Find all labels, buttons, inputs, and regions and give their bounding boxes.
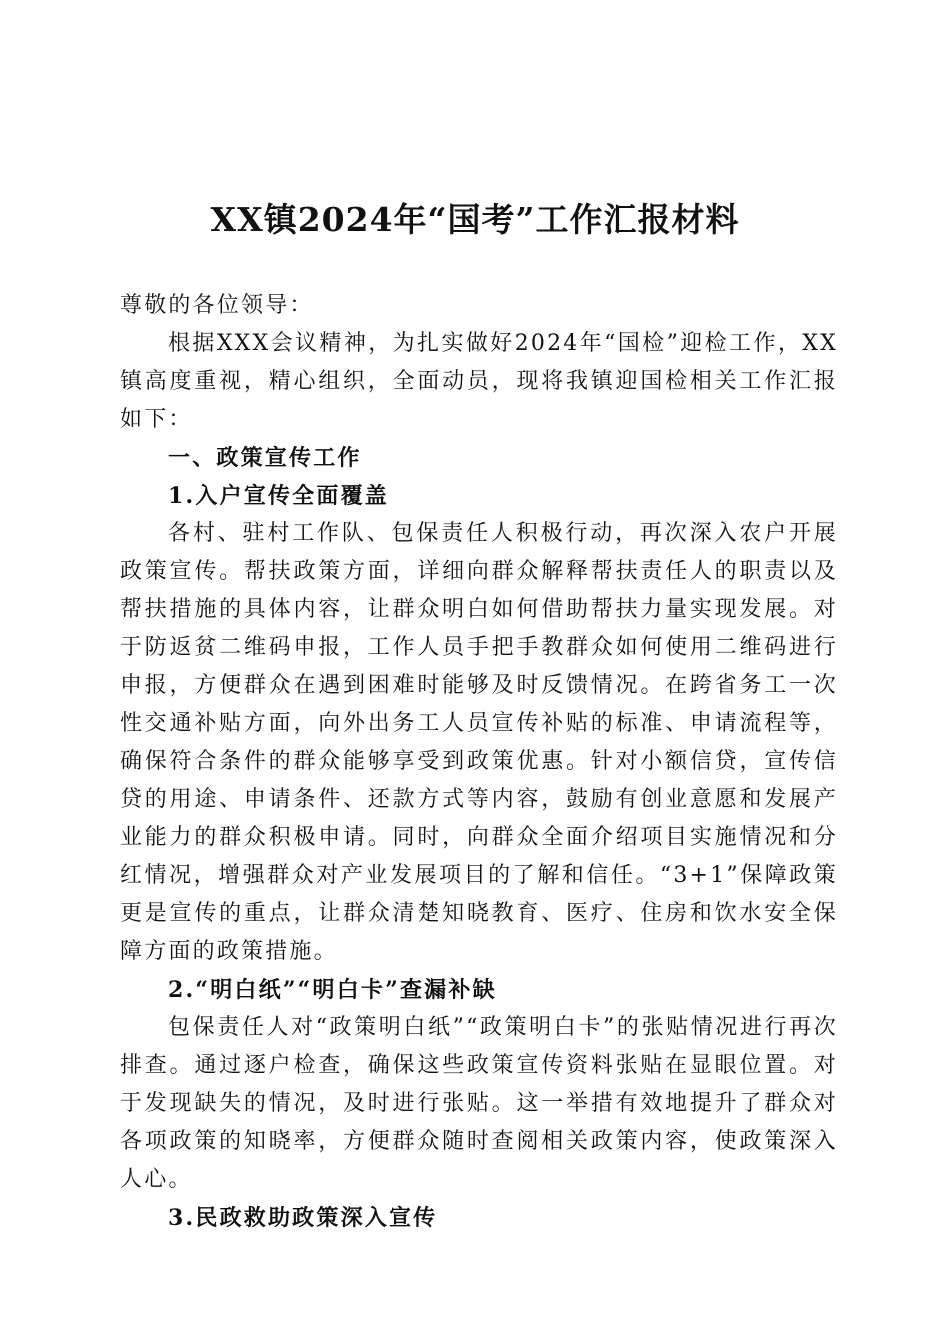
section-heading-1: 一、政策宣传工作 bbox=[168, 445, 362, 471]
subsection-body-1: 各村、驻村工作队、包保责任人积极行动，再次深入农户开展政策宣传。帮扶政策方面，详细向群众解释帮扶责任人的职责以及帮扶措施的具体内容，让群众明白如何借助帮扶力量实现发展。对于防返贫二维码申报，工作人员手把手教群众如何使用二维码进行申报，方便群众在遇到困难时能够及时反馈情况。在跨省务工一次性交通补贴方面，向外出务工人员宣传补贴的标准、申请流程等，确保符合条件的群众能够享受到政策优惠。针对小额信贷，宣传信贷的用途、申请条件、还款方式等内容，鼓励有创业意愿和发展产业能力的群众积极申请。同时，向群众全面介绍项目实施情况和分红情况，增强群众对产业发展项目的了解和信任。“3+1”保障政策更是宣传的重点，让群众清楚知晓教育、医疗、住房和饮水安全保障方面的政策措施。 bbox=[120, 521, 838, 964]
subsection-body-2: 包保责任人对“政策明白纸”“政策明白卡”的张贴情况进行再次排查。通过逐户检查，确保这些政策宣传资料张贴在显眼位置。对于发现缺失的情况，及时进行张贴。这一举措有效地提升了群众对各项政策的知晓率，方便群众随时查阅相关政策内容，使政策深入人心。 bbox=[120, 1015, 838, 1192]
document-title: XX镇2024年“国考”工作汇报材料 bbox=[210, 200, 740, 239]
subsection-heading-3: 3.民政救助政策深入宣传 bbox=[168, 1205, 438, 1231]
subsection-heading-1: 1.入户宣传全面覆盖 bbox=[168, 483, 389, 509]
salutation: 尊敬的各位领导： bbox=[120, 293, 314, 318]
subsection-heading-2: 2.“明白纸”“明白卡”查漏补缺 bbox=[168, 977, 497, 1003]
intro-paragraph: 根据XXX会议精神，为扎实做好2024年“国检”迎检工作，XX镇高度重视，精心组织，全面动员，现将我镇迎国检相关工作汇报如下： bbox=[120, 331, 838, 432]
document-body bbox=[120, 287, 838, 1237]
